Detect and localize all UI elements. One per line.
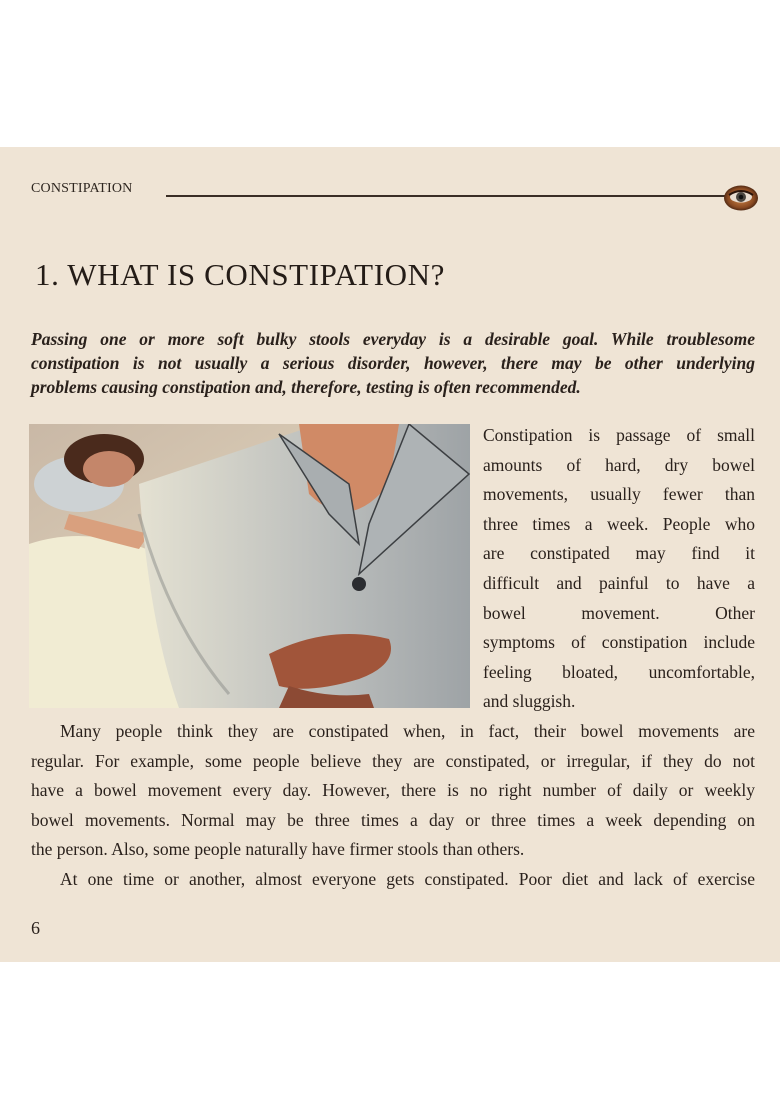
intro-line: problems causing constipation and, therefore, testing is often recommended. [31,377,581,397]
text-line: At one time or another, almost everyone gets constipated. Poor diet and lack of exercise [60,868,755,889]
text-line: feeling bloated, uncomfortable, [483,661,755,682]
header-rule [166,195,726,197]
text-line: regular. For example, some people believe they are constipated, or irregular, if they do not [31,750,755,771]
intro-paragraph [31,327,755,399]
text-line: are constipated may find it [483,543,755,564]
text-line: movements, usually fewer than [483,484,755,505]
text-line: difficult and painful to have a [483,572,755,593]
intro-line: constipation is not usually a serious disorder, however, there may be other underlying [31,353,755,373]
illustration-photo [29,424,470,708]
book-page [0,147,780,962]
page-title: 1. WHAT IS CONSTIPATION? [35,257,445,292]
text-line: and sluggish. [483,691,576,712]
text-line: Constipation is passage of small [483,425,755,445]
body-text [31,717,755,895]
eye-icon [723,185,759,211]
text-line: bowel movement. Other [483,602,755,623]
text-line: symptoms of constipation include [483,632,755,653]
text-line: amounts of hard, dry bowel [483,454,755,475]
text-line: the person. Also, some people naturally have firmer stools than others. [31,839,525,860]
text-line: three times a week. People who [483,513,755,534]
page-number: 6 [31,918,40,938]
text-line: have a bowel movement every day. However, there is no right number of daily or weekly [31,780,755,801]
text-line: bowel movements. Normal may be three times a day or three times a week depending on [31,809,755,830]
running-header: CONSTIPATION [31,181,133,196]
side-column-text [483,421,755,717]
intro-line: Passing one or more soft bulky stools everyday is a desirable goal. While troublesome [31,329,755,349]
text-line: Many people think they are constipated when, in fact, their bowel movements are [60,721,755,741]
